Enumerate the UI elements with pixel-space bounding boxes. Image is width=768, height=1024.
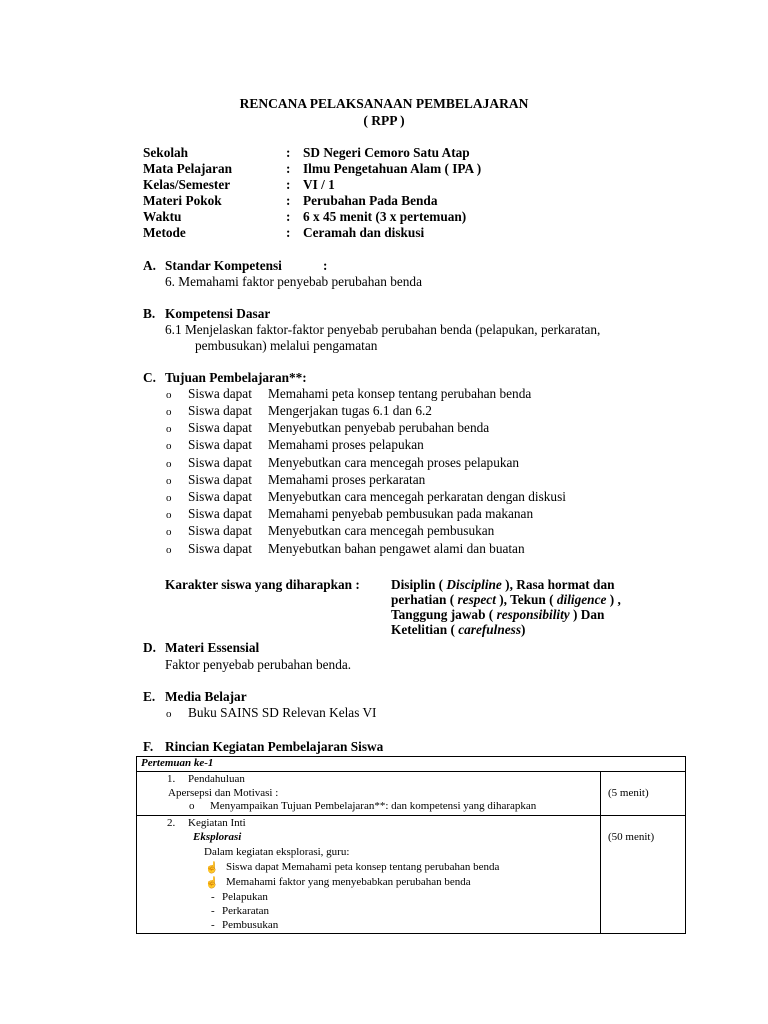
identity-value: Ilmu Pengetahuan Alam ( IPA ) xyxy=(303,161,482,176)
row-number: 1. xyxy=(167,773,176,785)
identity-value: SD Negeri Cemoro Satu Atap xyxy=(303,145,470,160)
list-item: Siswa dapat Menyebutkan cara mencegah proses pelapukan xyxy=(188,455,520,470)
character-line: perhatian ( respect ), Tekun ( diligence ) , xyxy=(391,592,621,607)
list-item: Siswa dapat Mengerjakan tugas 6.1 dan 6.2 xyxy=(188,403,432,418)
identity-label: Waktu xyxy=(143,209,182,224)
section-a-colon: : xyxy=(323,258,328,273)
section-e-letter: E. xyxy=(143,689,156,704)
identity-label: Materi Pokok xyxy=(143,193,222,208)
duration-label: (5 menit) xyxy=(608,787,649,799)
table-divider xyxy=(137,815,685,816)
bullet-icon: o xyxy=(166,423,172,435)
bullet-icon: o xyxy=(166,406,172,418)
row-title: Pendahuluan xyxy=(188,773,245,785)
list-item: Menyampaikan Tujuan Pembelajaran**: dan kompetensi yang diharapkan xyxy=(210,800,537,812)
identity-label: Metode xyxy=(143,225,186,240)
section-a-text: 6. Memahami faktor penyebab perubahan benda xyxy=(165,274,422,289)
document-subtitle: ( RPP ) xyxy=(363,113,405,128)
list-item: Memahami faktor yang menyebabkan perubahan benda xyxy=(226,876,471,888)
character-line: Tanggung jawab ( responsibility ) Dan xyxy=(391,607,605,622)
dash-bullet: - xyxy=(211,905,215,917)
identity-colon: : xyxy=(286,209,291,224)
section-f-heading: Rincian Kegiatan Pembelajaran Siswa xyxy=(165,739,384,754)
identity-colon: : xyxy=(286,225,291,240)
section-d-letter: D. xyxy=(143,640,156,655)
section-a-heading: Standar Kompetensi xyxy=(165,258,282,273)
activity-table xyxy=(136,756,686,934)
section-a-letter: A. xyxy=(143,258,156,273)
list-item: Siswa dapat Menyebutkan cara mencegah perkaratan dengan diskusi xyxy=(188,489,566,504)
dash-bullet: - xyxy=(211,919,215,931)
section-b-heading: Kompetensi Dasar xyxy=(165,306,271,321)
row-title: Kegiatan Inti xyxy=(188,817,246,829)
bullet-icon: o xyxy=(166,526,172,538)
list-item: Siswa dapat Memahami proses perkaratan xyxy=(188,472,426,487)
identity-label: Kelas/Semester xyxy=(143,177,231,192)
bullet-icon: o xyxy=(166,458,172,470)
row-number: 2. xyxy=(167,817,176,829)
document-title: RENCANA PELAKSANAAN PEMBELAJARAN xyxy=(239,96,529,111)
row-subtitle: Eksplorasi xyxy=(193,831,242,843)
section-f-letter: F. xyxy=(143,739,154,754)
identity-label: Sekolah xyxy=(143,145,189,160)
bullet-icon: o xyxy=(189,800,195,812)
identity-value: 6 x 45 menit (3 x pertemuan) xyxy=(303,209,467,224)
list-item: Perkaratan xyxy=(222,905,270,917)
identity-colon: : xyxy=(286,161,291,176)
identity-value: Ceramah dan diskusi xyxy=(303,225,425,240)
table-column-divider xyxy=(600,771,601,933)
identity-colon: : xyxy=(286,177,291,192)
bullet-icon: o xyxy=(166,708,172,720)
table-header: Pertemuan ke-1 xyxy=(141,757,214,769)
character-line: Ketelitian ( carefulness) xyxy=(391,622,526,637)
bullet-icon: o xyxy=(166,509,172,521)
list-item: Buku SAINS SD Relevan Kelas VI xyxy=(188,705,377,720)
hand-pointer-icon: ☝ xyxy=(205,877,219,889)
duration-label: (50 menit) xyxy=(608,831,655,843)
section-c-letter: C. xyxy=(143,370,156,385)
list-item: Siswa dapat Menyebutkan penyebab perubahan benda xyxy=(188,420,490,435)
table-divider xyxy=(137,771,685,772)
row-subtitle: Apersepsi dan Motivasi : xyxy=(168,787,279,799)
list-item: Pembusukan xyxy=(222,919,279,931)
bullet-icon: o xyxy=(166,389,172,401)
list-item: Siswa dapat Memahami peta konsep tentang perubahan benda xyxy=(188,386,532,401)
section-b-text-line1: 6.1 Menjelaskan faktor-faktor penyebab perubahan benda (pelapukan, perkaratan, xyxy=(165,322,601,337)
list-item: Siswa dapat Memahami peta konsep tentang perubahan benda xyxy=(226,861,500,873)
row-intro: Dalam kegiatan eksplorasi, guru: xyxy=(204,846,350,858)
list-item: Siswa dapat Menyebutkan bahan pengawet alami dan buatan xyxy=(188,541,525,556)
identity-value: VI / 1 xyxy=(303,177,335,192)
bullet-icon: o xyxy=(166,544,172,556)
character-line: Disiplin ( Discipline ), Rasa hormat dan xyxy=(391,577,615,592)
section-e-heading: Media Belajar xyxy=(165,689,247,704)
list-item: Siswa dapat Memahami proses pelapukan xyxy=(188,437,424,452)
section-d-text: Faktor penyebab perubahan benda. xyxy=(165,657,352,672)
list-item: Pelapukan xyxy=(222,891,268,903)
hand-pointer-icon: ☝ xyxy=(205,862,219,874)
section-d-heading: Materi Essensial xyxy=(165,640,260,655)
bullet-icon: o xyxy=(166,475,172,487)
list-item: Siswa dapat Menyebutkan cara mencegah pembusukan xyxy=(188,523,495,538)
identity-label: Mata Pelajaran xyxy=(143,161,232,176)
identity-value: Perubahan Pada Benda xyxy=(303,193,438,208)
section-b-letter: B. xyxy=(143,306,156,321)
dash-bullet: - xyxy=(211,891,215,903)
identity-colon: : xyxy=(286,193,291,208)
character-label: Karakter siswa yang diharapkan : xyxy=(165,577,360,592)
list-item: Siswa dapat Memahami penyebab pembusukan pada makanan xyxy=(188,506,534,521)
section-b-text-line2: pembusukan) melalui pengamatan xyxy=(195,338,378,353)
bullet-icon: o xyxy=(166,492,172,504)
identity-colon: : xyxy=(286,145,291,160)
bullet-icon: o xyxy=(166,440,172,452)
section-c-heading: Tujuan Pembelajaran**: xyxy=(165,370,307,385)
